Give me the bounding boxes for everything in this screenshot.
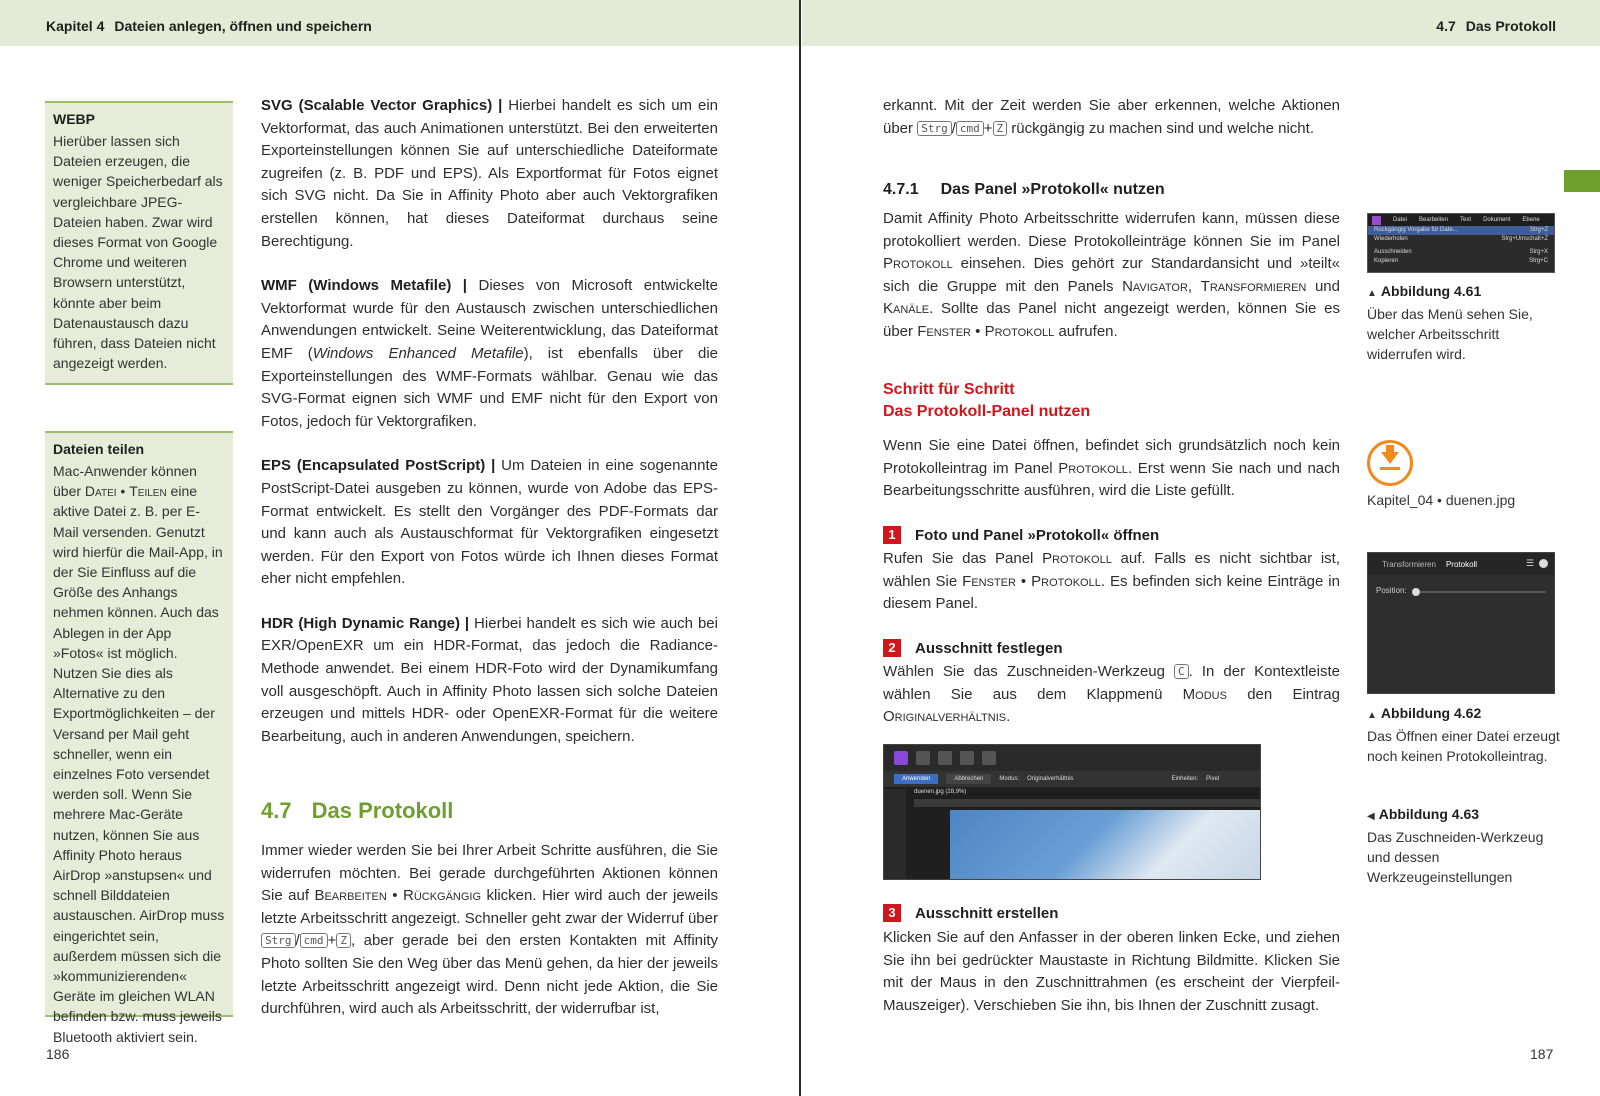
step-2-heading	[883, 639, 1063, 657]
persona-icon	[894, 751, 908, 765]
caption-4-61	[1367, 281, 1567, 364]
units-value: Pixel	[1206, 776, 1220, 782]
protokoll-intro-paragraph: Immer wieder werden Sie bei Ihrer Arbeit Schritte ausführen, die Sie widerrufen möchten. Bei gerade durchgeführten Aktionen können Sie auf Bearbeiten • Rückgängig klicken. Hier wird auch der jeweils letzte Arbeitsschritt angezeigt. Schneller geht zwar der Widerruf über Strg / cmd + Z , aber gerade bei den ersten Kontakten mit Affinity Photo sollten Sie den Weg über das Menü gehen, da hier der jeweils letzte Arbeitsschritt angezeigt wird. Denn nicht jede Aktion, die Sie durchführen, wird auch als Arbeitsschritt, der widerrufbar ist,	[261, 842, 719, 1018]
menu-datei: Datei	[84, 483, 117, 500]
menu-item-redo: Wiederholen Strg+Umschalt+Z	[1374, 236, 1548, 242]
running-header-right	[802, 0, 1600, 46]
caption-4-63-body: Das Zuschneiden-Werkzeug und dessen Werkzeugeinstellungen	[1367, 829, 1544, 885]
step-1-badge: 1	[883, 526, 901, 544]
tools-panel	[884, 789, 906, 879]
context-toolbar	[884, 771, 1260, 787]
ruler	[914, 799, 1260, 807]
menu-item-copy: Kopieren Strg+C	[1374, 258, 1548, 264]
page-gutter	[799, 0, 801, 1096]
section-header-number: 4.7	[1436, 18, 1456, 34]
section-heading-4-7	[261, 798, 453, 824]
svg-paragraph: SVG (Scalable Vector Graphics) | Hierbei handelt es sich um ein Vektorformat, das auch Animationen unterstützt. Bei den erweiterten Exporteinstellungen können Sie auf unterschiedliche Dateiformate zugreifen (z. B. PDF und EPS). Als Exportformat für Fotos eignet sich SVG nicht. Da Sie in Affinity Photo aber auch Vektorgrafiken erstellen können, hat dieses Dateiformat durchaus seine Berechtigung.	[261, 97, 718, 250]
section-title: Das Protokoll	[311, 798, 454, 823]
wmf-paragraph: WMF (Windows Metafile) | Dieses von Microsoft entwickelte Vektorformat wurde für den Austausch zwischen unterschiedlichen Anwendungen entwickelt. Seine Weiterentwicklung, das Dateiformat EMF (Windows Enhanced Metafile), ist ebenfalls über die Exporteinstellungen des WMF-Formats wählbar. Genau wie das SVG-Format eignen sich WMF und EMF nicht für den Export von Fotos, jedoch für Vektorgrafiken.	[261, 277, 719, 430]
step-3-title: Ausschnitt erstellen	[915, 904, 1059, 922]
download-icon-bar	[1380, 467, 1400, 470]
app-toolbar	[884, 745, 1260, 771]
affinity-logo-icon	[1372, 216, 1381, 225]
step-3-body: Klicken Sie auf den Anfasser in der oberen linken Ecke, und ziehen Sie ihn bei gedrückter Maustaste in Richtung Bildmitte. Klicken Sie mit der Maus in den Zuschnittrahmen (es erscheint der Vierpfeil-Mauszeiger). Verschieben Sie ihn, bis Ihnen der Zuschnitt zusagt.	[883, 929, 1340, 1014]
caption-4-61-title: Abbildung 4.61	[1380, 283, 1482, 299]
position-slider	[1416, 591, 1546, 593]
step-by-step-heading	[883, 379, 1090, 423]
left-main-column	[261, 95, 718, 770]
step-by-step-label: Schritt für Schritt	[883, 381, 1015, 398]
mode-label: Modus:	[999, 776, 1020, 782]
caption-4-62-body: Das Öffnen einer Datei erzeugt noch keinen Protokolleintrag.	[1367, 728, 1560, 764]
chapter-header	[46, 18, 372, 34]
sky-photo	[950, 810, 1260, 879]
mode-value: Originalverhältnis	[1027, 776, 1074, 782]
step-intro-paragraph: Wenn Sie eine Datei öffnen, befindet sich grundsätzlich noch kein Protokolleintrag im Panel Protokoll. Erst wenn Sie nach und nach Bearbeitungsschritte ausführen, wird die Liste gefüllt.	[883, 437, 1340, 500]
apply-button: Anwenden	[894, 774, 938, 784]
caption-arrow-up-icon: ▲	[1367, 288, 1377, 299]
download-icon-arrow	[1381, 452, 1399, 464]
document-tab: duenen.jpg (28,9%)	[914, 789, 967, 795]
page-number-right: 187	[1530, 1046, 1554, 1062]
step-1-heading	[883, 526, 1159, 544]
sidebar-share-body: Mac-Anwender können über Datei • Teilen eine aktive Datei z. B. per E-Mail versenden. Genutzt wird hierfür die Mail-App, in der Sie Einfluss auf die Größe des Anhangs nehmen können. Auch das Ablegen in der App »Fotos« ist möglich. Nutzen Sie dies als Alternative zu den Exportmöglichkeiten – der Versand per Mail geht schneller, wenn ein einzelnes Foto versendet werden soll. Wenn Sie mehrere Mac-Geräte nutzen, können Sie aus Affinity Photo heraus AirDrop »anstupsen« und schnell Bilddateien austauschen. AirDrop muss eingerichtet sein, außerdem müssen sich die »kommunizierenden« Geräte im gleichen WLAN befinden bzw. muss jeweils Bluetooth aktiviert sein.	[53, 463, 225, 1045]
download-file-reference: Kapitel_04 • duenen.jpg	[1367, 492, 1516, 508]
step-2-title: Ausschnitt festlegen	[915, 639, 1063, 657]
tool-icon	[982, 751, 996, 765]
section-number: 4.7	[261, 798, 292, 823]
caption-arrow-up-icon: ▲	[1367, 710, 1377, 721]
figure-4-61-menu-screenshot	[1367, 213, 1555, 273]
step-1-body: Rufen Sie das Panel Protokoll auf. Falls es nicht sichtbar ist, wählen Sie Fenster • Protokoll. Es befinden sich keine Einträge in diesem Panel.	[883, 550, 1340, 613]
page-number-left: 186	[46, 1046, 70, 1062]
step-3-badge: 3	[883, 904, 901, 922]
units-label: Einheiten:	[1171, 776, 1199, 782]
step-by-step-title: Das Protokoll-Panel nutzen	[883, 403, 1091, 420]
eps-paragraph: EPS (Encapsulated PostScript) | Um Dateien in eine sogenannte PostScript-Datei ausgeben zu können, wurde von Adobe das EPS-Format entwickelt. Es stellt den Vorgänger des PDF-Formats dar und kann auch als Austauschformat für Vektorgrafiken eingesetzt werden. Für den Export von Fotos würde ich Ihnen dieses Format eher nicht empfehlen.	[261, 457, 719, 588]
step-2-badge: 2	[883, 639, 901, 657]
chapter-title: Dateien anlegen, öffnen und speichern	[114, 18, 372, 34]
continuation-paragraph: erkannt. Mit der Zeit werden Sie aber erkennen, welche Aktionen über Strg / cmd + Z rückgängig zu machen sind und welche nicht.	[883, 97, 1340, 137]
menu-item-cut: Ausschneiden Strg+X	[1374, 249, 1548, 255]
key-c: C	[1174, 664, 1189, 679]
key-cmd: cmd	[300, 933, 328, 948]
tab-protokoll: Protokoll	[1445, 559, 1478, 569]
menu-item-undo: Rückgängig Vorgabe für Date... Strg+Z	[1368, 226, 1554, 235]
menu-bar: Datei Bearbeiten Text Dokument Ebene	[1368, 214, 1554, 226]
panel-menu-icon: ☰	[1525, 558, 1534, 568]
key-z: Z	[336, 933, 351, 948]
running-header-left	[0, 0, 800, 46]
subsection-number: 4.7.1	[883, 181, 919, 198]
figure-4-62-history-panel-screenshot	[1367, 552, 1555, 694]
cancel-button: Abbrechen	[946, 774, 991, 784]
key-strg: Strg	[261, 933, 296, 948]
caption-4-63-title: Abbildung 4.63	[1378, 806, 1480, 822]
caption-4-62-title: Abbildung 4.62	[1380, 705, 1482, 721]
subsection-title: Das Panel »Protokoll« nutzen	[940, 181, 1165, 198]
menu-teilen: Teilen	[129, 483, 167, 500]
subsection-heading-4-7-1	[883, 181, 1165, 199]
tool-icon	[960, 751, 974, 765]
sidebar-box-share	[45, 431, 233, 1045]
panel-paragraph: Damit Affinity Photo Arbeitsschritte widerrufen kann, müssen diese protokolliert werden. Diese Protokolleinträge können Sie im Panel Protokoll einsehen. Dies gehört zur Standardansicht und »teilt« sich die Gruppe mit den Panels Navigator, Transformieren und Kanäle. Sollte das Panel nicht angezeigt werden, können Sie es über Fenster • Protokoll aufrufen.	[883, 210, 1340, 340]
step-1-title: Foto und Panel »Protokoll« öffnen	[915, 526, 1160, 544]
caption-4-63	[1367, 804, 1567, 887]
tool-icon	[938, 751, 952, 765]
sidebar-box-webp	[45, 101, 233, 385]
sidebar-webp-body: Hierüber lassen sich Dateien erzeugen, die weniger Speicherbedarf als vergleichbare JPEG-Dateien haben. Zwar wird dieses Format von Google Chrome und weiteren Browsern unterstützt, könnte aber beim Datenaustausch dazu führen, dass Dateien nicht angezeigt werden.	[53, 133, 223, 372]
panel-tabs	[1368, 553, 1554, 575]
hdr-paragraph: HDR (High Dynamic Range) | Hierbei handelt es sich wie auch bei EXR/OpenEXR um ein HDR-Format, das jedoch die Radiance-Methode anwendet. Bei einem HDR-Foto wird der Dynamikumfang voll ausgeschöpft. Auch in Affinity Photo lassen sich solche Dateien erzeugen und mittels HDR- oder OpenEXR-Format für die weitere Bearbeitung, auch in anderen Anwendungen, speichern.	[261, 614, 718, 745]
position-label: Position:	[1376, 586, 1407, 595]
section-header	[1436, 18, 1556, 34]
step-2-body: Wählen Sie das Zuschneiden-Werkzeug C . In der Kontextleiste wählen Sie aus dem Klappmenü Modus den Eintrag Originalverhältnis.	[883, 663, 1340, 726]
tool-icon	[916, 751, 930, 765]
panel-close-icon	[1539, 559, 1548, 568]
sidebar-share-title: Dateien teilen	[53, 441, 145, 457]
chapter-thumb-tab	[1564, 170, 1600, 192]
section-header-title: Das Protokoll	[1465, 18, 1556, 34]
chapter-label: Kapitel 4	[46, 18, 105, 34]
caption-4-62	[1367, 703, 1567, 766]
step-3-heading	[883, 904, 1058, 922]
caption-arrow-left-icon: ◀	[1367, 811, 1375, 822]
figure-4-63-crop-tool-screenshot	[883, 744, 1261, 880]
position-slider-knob	[1412, 588, 1420, 596]
sidebar-webp-title: WEBP	[53, 111, 95, 127]
tab-transformieren: Transformieren	[1382, 559, 1436, 569]
caption-4-61-body: Über das Menü sehen Sie, welcher Arbeitsschritt widerrufen wird.	[1367, 306, 1533, 362]
